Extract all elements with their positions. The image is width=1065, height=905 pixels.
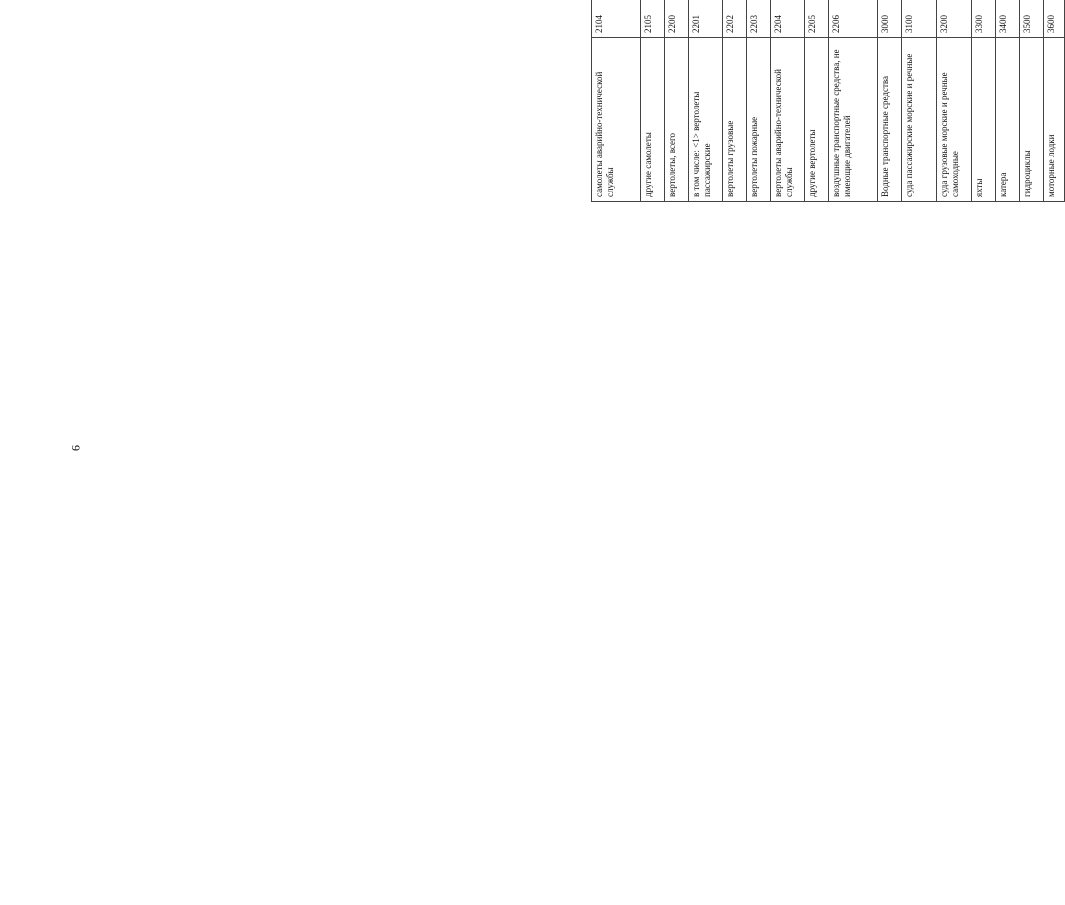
row-name: самолеты аварийно-технической службы [592,38,641,202]
row-code: 3600 [1044,0,1065,38]
table-row [1044,0,1065,202]
table-row [972,0,996,202]
row-code: 2206 [829,0,878,38]
row-name: вертолеты грузовые [723,38,747,202]
table-row [829,0,878,202]
row-name: яхты [972,38,996,202]
table-row [878,0,902,202]
row-name: вертолеты, всего [665,38,689,202]
row-code: 2204 [771,0,805,38]
table-row [902,0,937,202]
row-name: моторные лодки [1044,38,1065,202]
row-code: 2105 [641,0,665,38]
row-name: суда грузовые морские и речные самоходные [937,38,972,202]
row-name: вертолеты аварийно-технической службы [771,38,805,202]
row-name: другие вертолеты [805,38,829,202]
page-number: 9 [69,445,83,451]
table-row [805,0,829,202]
row-code: 3400 [996,0,1020,38]
row-name: вертолеты пожарные [747,38,771,202]
row-code: 2205 [805,0,829,38]
table-row [723,0,747,202]
table-row [689,0,723,202]
row-code: 2201 [689,0,723,38]
table-row [641,0,665,202]
form-table [591,0,1065,202]
table-row [937,0,972,202]
row-name: катера [996,38,1020,202]
row-code: 3200 [937,0,972,38]
row-code: 2200 [665,0,689,38]
form-table-wrapper [122,15,1056,847]
form-table-rotated [591,0,1060,202]
table-row [665,0,689,202]
table-row [771,0,805,202]
table-row [592,0,641,202]
row-name: воздушные транспортные средства, не имеющие двигателей [829,38,878,202]
table-row [747,0,771,202]
row-code: 2202 [723,0,747,38]
row-name: Водные транспортные средства [878,38,902,202]
row-code: 2104 [592,0,641,38]
row-code: 3000 [878,0,902,38]
row-name: в том числе: <1> вертолеты пассажирские [689,38,723,202]
row-code: 3300 [972,0,996,38]
row-name: гидроциклы [1020,38,1044,202]
table-row [1020,0,1044,202]
row-code: 2203 [747,0,771,38]
row-code: 3500 [1020,0,1044,38]
row-code: 3100 [902,0,937,38]
row-name: другие самолеты [641,38,665,202]
row-name: суда пассажирские морские и речные [902,38,937,202]
table-row [996,0,1020,202]
